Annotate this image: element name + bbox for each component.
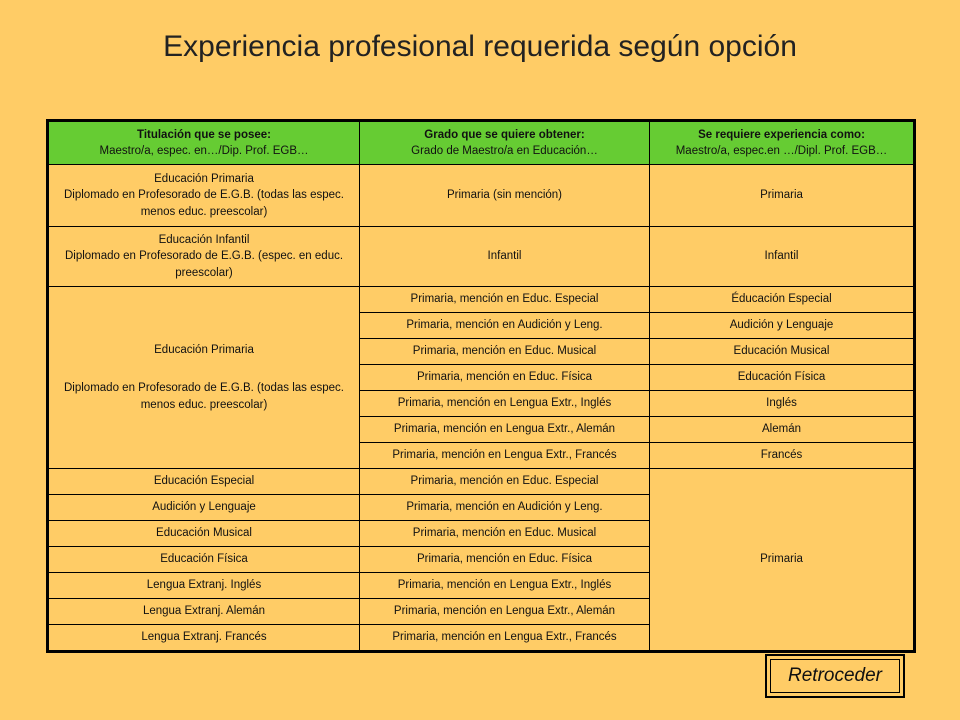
cell-titulacion: Educación Musical: [48, 521, 360, 547]
header-titulacion-title: Titulación que se posee:: [137, 128, 271, 141]
titulacion-line1: Educación Primaria: [154, 344, 254, 357]
header-experiencia: [650, 121, 915, 165]
cell-grado: Primaria, mención en Educ. Física: [360, 547, 650, 573]
cell-grado: Primaria, mención en Lengua Extr., Inglés: [360, 391, 650, 417]
cell-grado: Infantil: [360, 227, 650, 287]
header-grado-sub: Grado de Maestro/a en Educación…: [411, 145, 598, 157]
table-row: [48, 287, 915, 313]
header-grado-title: Grado que se quiere obtener:: [424, 128, 585, 141]
cell-experiencia: Alemán: [650, 417, 915, 443]
cell-grado: Primaria, mención en Educ. Física: [360, 365, 650, 391]
titulacion-line1: Educación Infantil: [158, 234, 250, 247]
cell-experiencia: Educación Musical: [650, 339, 915, 365]
cell-titulacion: [48, 165, 360, 227]
header-titulacion: [48, 121, 360, 165]
cell-grado: Primaria, mención en Lengua Extr., Francés: [360, 443, 650, 469]
cell-titulacion: Audición y Lenguaje: [48, 495, 360, 521]
table-header-row: [48, 121, 915, 165]
cell-grado: Primaria, mención en Audición y Leng.: [360, 313, 650, 339]
cell-experiencia: Educación Física: [650, 365, 915, 391]
table-row: [48, 469, 915, 495]
cell-grado: Primaria, mención en Lengua Extr., Alemán: [360, 417, 650, 443]
cell-titulacion: Educación Especial: [48, 469, 360, 495]
cell-titulacion: Lengua Extranj. Inglés: [48, 573, 360, 599]
cell-grado: Primaria, mención en Audición y Leng.: [360, 495, 650, 521]
cell-grado: Primaria, mención en Educ. Musical: [360, 339, 650, 365]
cell-experiencia: Audición y Lenguaje: [650, 313, 915, 339]
cell-experiencia: Primaria: [650, 165, 915, 227]
cell-grado: Primaria, mención en Lengua Extr., Inglés: [360, 573, 650, 599]
table-row: [48, 227, 915, 287]
cell-grado: Primaria, mención en Lengua Extr., Francés: [360, 625, 650, 652]
cell-titulacion: Lengua Extranj. Francés: [48, 625, 360, 652]
back-button-label: Retroceder: [788, 665, 882, 686]
titulacion-line2: Diplomado en Profesorado de E.G.B. (todas las espec. menos educ. preescolar): [64, 189, 344, 218]
cell-titulacion: Educación Física: [48, 547, 360, 573]
cell-grado: Primaria, mención en Educ. Musical: [360, 521, 650, 547]
header-grado: [360, 121, 650, 165]
cell-titulacion: Lengua Extranj. Alemán: [48, 599, 360, 625]
cell-titulacion: [48, 287, 360, 469]
header-titulacion-sub: Maestro/a, espec. en…/Dip. Prof. EGB…: [99, 145, 309, 157]
back-button[interactable]: [765, 654, 905, 698]
cell-experiencia: Primaria: [650, 469, 915, 652]
cell-grado: Primaria, mención en Lengua Extr., Alemán: [360, 599, 650, 625]
cell-grado: Primaria, mención en Educ. Especial: [360, 469, 650, 495]
cell-experiencia: Inglés: [650, 391, 915, 417]
cell-experiencia: Francés: [650, 443, 915, 469]
table-row: [48, 165, 915, 227]
header-experiencia-sub: Maestro/a, espec.en …/Dipl. Prof. EGB…: [675, 145, 888, 157]
titulacion-line2: Diplomado en Profesorado de E.G.B. (todas las espec. menos educ. preescolar): [64, 382, 344, 411]
requirements-table: [46, 119, 916, 653]
titulacion-line2: Diplomado en Profesorado de E.G.B. (espec. en educ. preescolar): [64, 250, 344, 279]
header-experiencia-title: Se requiere experiencia como:: [698, 128, 865, 141]
cell-grado: Primaria (sin mención): [360, 165, 650, 227]
cell-grado: Primaria, mención en Educ. Especial: [360, 287, 650, 313]
cell-experiencia: Infantil: [650, 227, 915, 287]
cell-experiencia: Éducación Especial: [650, 287, 915, 313]
cell-titulacion: [48, 227, 360, 287]
page-title: Experiencia profesional requerida según opción: [163, 30, 797, 63]
titulacion-line1: Educación Primaria: [154, 173, 254, 186]
